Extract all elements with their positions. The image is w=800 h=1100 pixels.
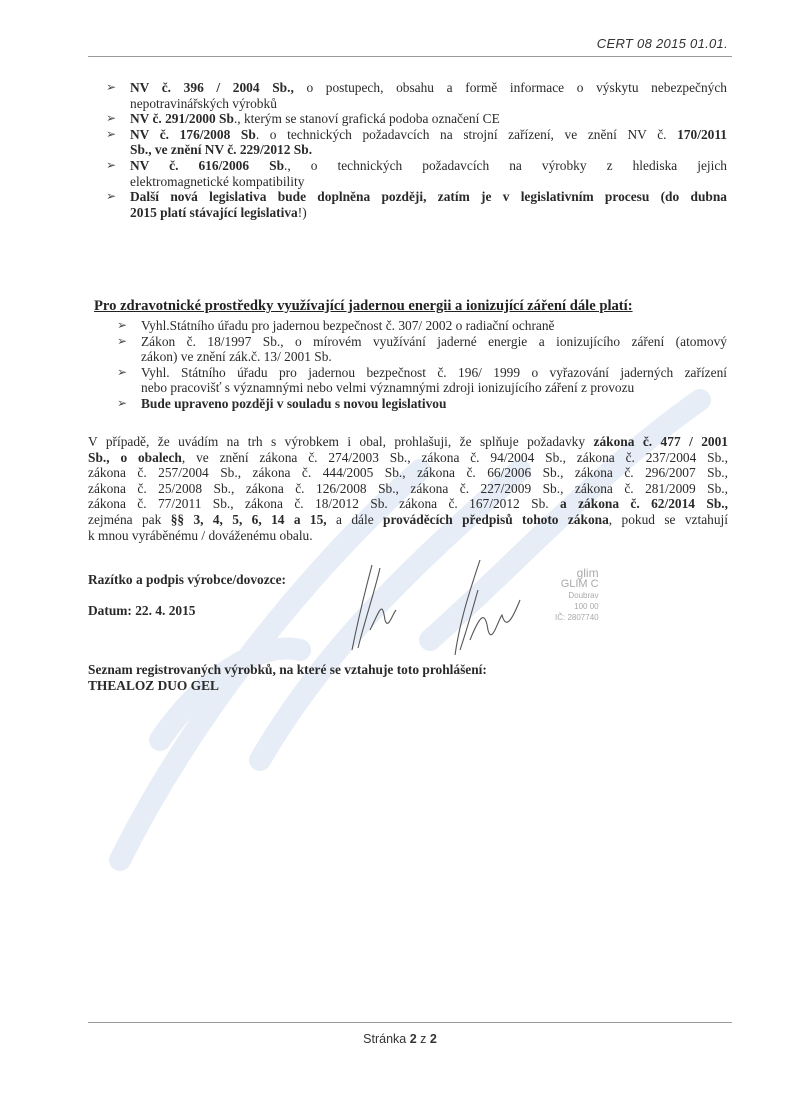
text-line — [130, 96, 727, 112]
text-line — [88, 450, 728, 466]
arrow-bullet-icon: ➢ — [117, 333, 128, 348]
text-segment: zákona č. 25/2008 Sb., zákona č. 126/2008 Sb., zákona č. 227/2009 Sb., zákona č. 281/2009 Sb., — [88, 480, 728, 496]
list-item — [106, 80, 727, 111]
arrow-bullet-icon: ➢ — [106, 157, 117, 172]
text-line — [130, 189, 727, 205]
text-segment: Bude upraveno později v souladu s novou legislativou — [141, 395, 447, 411]
text-line — [130, 158, 727, 174]
arrow-bullet-icon: ➢ — [117, 318, 128, 332]
text-segment: . o technických požadavcích na strojní zařízení, ve znění NV č. — [255, 126, 678, 142]
arrow-bullet-icon: ➢ — [117, 395, 128, 410]
packaging-declaration — [88, 434, 728, 543]
text-segment: ., kterým se stanoví grafická podoba označení CE — [233, 111, 500, 127]
stamp-company: GLIM C — [560, 578, 599, 590]
page-sep: z — [416, 1032, 430, 1046]
text-line — [141, 396, 727, 412]
text-segment: zákona č. 257/2004 Sb., zákona č. 444/2005 Sb., zákona č. 66/2006 Sb., zákona č. 296/2007 Sb., — [88, 465, 728, 481]
list-item — [117, 333, 727, 365]
text-line — [130, 174, 727, 190]
text-line — [88, 481, 728, 497]
text-line — [130, 142, 727, 158]
text-line — [130, 127, 727, 143]
stamp-ico: IČ: 2807740 — [555, 613, 599, 622]
total-pages: 2 — [429, 1032, 437, 1046]
text-segment: V případě, že uvádím na trh s výrobkem i obal, prohlašuji, že splňuje požadavky — [88, 434, 594, 449]
text-line — [88, 496, 728, 512]
page-number — [0, 1032, 800, 1046]
arrow-bullet-icon: ➢ — [106, 111, 117, 126]
arrow-bullet-icon: ➢ — [106, 126, 117, 141]
stamp-street: Doubrav — [568, 591, 599, 600]
text-line — [141, 365, 727, 381]
page-prefix: Stránka — [363, 1032, 410, 1046]
text-segment: 2015 platí stávající legislativa — [130, 204, 298, 220]
text-segment: a zákona č. 62/2014 Sb., — [560, 496, 728, 512]
text-segment: Sb., o obalech — [88, 449, 182, 465]
text-line — [130, 205, 727, 221]
company-stamp — [555, 568, 599, 623]
list-item — [117, 395, 727, 412]
text-segment: k mnou vyráběnému / dováženému obalu. — [88, 527, 313, 543]
date-label: Datum: 22. 4. 2015 — [88, 603, 196, 618]
signature-label: Razítko a podpis výrobce/dovozce: — [88, 572, 287, 587]
section-heading: Pro zdravotnické prostředky využívající jadernou energii a ionizující záření dále platí: — [94, 298, 633, 314]
legislation-list — [106, 80, 728, 220]
arrow-bullet-icon: ➢ — [117, 364, 128, 379]
text-segment: Další nová legislativa bude doplněna později, zatím je v legislativním procesu (do dubna — [130, 189, 727, 205]
text-segment: zákon) ve znění zák.č. 13/ 2001 Sb. — [141, 349, 332, 365]
text-line — [141, 318, 727, 334]
header-divider — [88, 56, 732, 57]
text-line — [141, 334, 727, 350]
text-segment: ., o technických požadavcích na výrobky z hlediska jejich — [284, 157, 728, 173]
text-segment: nepotravinářských výrobků — [130, 95, 277, 111]
text-segment: !) — [297, 204, 307, 220]
text-segment: Sb., ve znění NV č. 229/2012 Sb. — [130, 142, 313, 158]
document-code: CERT 08 2015 01.01. — [596, 36, 728, 51]
text-segment: 170/2011 — [677, 126, 728, 142]
text-segment: prováděcích předpisů tohoto zákona — [383, 511, 609, 527]
text-segment: NV č. 291/2000 Sb — [130, 111, 234, 127]
text-segment: NV č. 616/2006 Sb — [130, 157, 285, 173]
footer-divider — [88, 1022, 732, 1023]
text-segment: §§ 3, 4, 5, 6, 14 a 15, — [170, 511, 327, 527]
signature-image — [330, 560, 560, 660]
text-segment: zejména pak — [88, 511, 171, 527]
text-line — [130, 111, 727, 127]
text-segment: NV č. 176/2008 Sb — [130, 126, 256, 142]
text-segment: Vyhl. Státního úřadu pro jadernou bezpečnost č. 196/ 1999 o vyřazování jaderných zařízení — [141, 364, 727, 380]
text-segment: , pokud se vztahují — [608, 511, 728, 527]
text-segment: , ve znění zákona č. 274/2003 Sb., zákona č. 94/2004 Sb., zákona č. 237/2004 Sb., — [181, 449, 728, 465]
text-segment: o postupech, obsahu a formě informace o výskytu nebezpečných — [293, 80, 727, 95]
list-item — [106, 111, 727, 127]
text-segment: Vyhl.Státního úřadu pro jadernou bezpečnost č. 307/ 2002 o radiační ochraně — [141, 318, 555, 333]
text-segment: elektromagnetické kompatibility — [130, 173, 305, 189]
text-segment: Zákon č. 18/1997 Sb., o mírovém využívání jaderné energie a ionizujícího záření (atomový — [141, 333, 727, 349]
text-segment: nebo pracovišť s významnými nebo velmi významnými zdroji ionizujícího záření z provozu — [141, 380, 635, 396]
stamp-zip: 100 00 — [574, 602, 599, 611]
text-line — [88, 512, 728, 528]
list-item — [106, 157, 728, 189]
list-item — [117, 364, 727, 396]
list-item — [106, 189, 727, 220]
product-name: THEALOZ DUO GEL — [88, 678, 219, 693]
text-line — [88, 465, 728, 481]
text-line — [88, 528, 728, 544]
text-line — [141, 380, 727, 396]
text-segment: zákona č. 477 / 2001 — [593, 434, 728, 449]
arrow-bullet-icon: ➢ — [106, 80, 117, 94]
text-line — [141, 349, 727, 365]
products-label: Seznam registrovaných výrobků, na které se vztahuje toto prohlášení: — [88, 662, 487, 677]
text-segment: NV č. 396 / 2004 Sb., — [130, 80, 294, 95]
current-page: 2 — [409, 1032, 417, 1046]
text-line — [130, 80, 727, 96]
list-item — [117, 318, 727, 334]
arrow-bullet-icon: ➢ — [106, 189, 117, 204]
text-line — [88, 434, 728, 450]
list-item — [106, 126, 728, 158]
text-segment: a dále — [326, 511, 384, 527]
stamp-logo: glim — [576, 566, 599, 580]
nuclear-legislation-list — [117, 318, 727, 412]
text-segment: zákona č. 77/2011 Sb., zákona č. 18/2012 Sb. zákona č. 167/2012 Sb. — [88, 496, 561, 512]
